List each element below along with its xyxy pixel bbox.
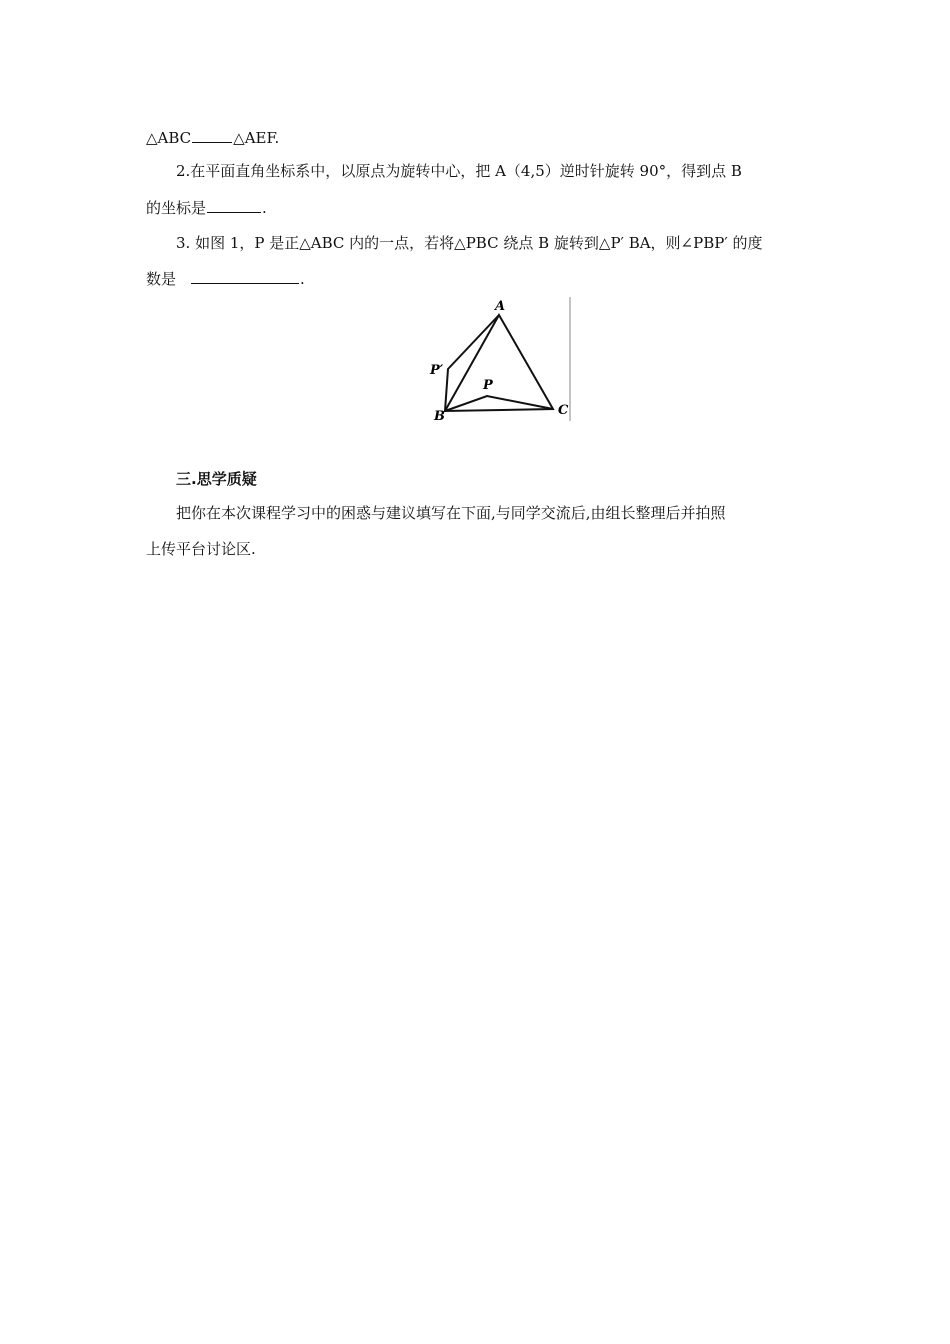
label-a: A: [495, 299, 506, 314]
question-2-line-2: [146, 198, 267, 218]
triangle-aef-text: △AEF.: [233, 129, 280, 147]
question-3-end: .: [300, 270, 305, 288]
fill-blank-2[interactable]: [207, 198, 261, 213]
question-3-line-2: [146, 269, 305, 289]
question-3-text: 数是: [146, 270, 177, 288]
label-p: P: [483, 378, 493, 393]
question-2-line-1: 2.在平面直角坐标系中，以原点为旋转中心，把 A（4,5）逆时针旋转 90°，得到点 B: [176, 162, 742, 180]
question-2-end: .: [262, 199, 267, 217]
label-p-prime: P′: [430, 363, 444, 378]
triangle-abc: [445, 315, 553, 411]
label-c: C: [558, 403, 569, 418]
question-2-text: 的坐标是: [146, 199, 207, 217]
section-3-paragraph-line-1: 把你在本次课程学习中的困惑与建议填写在下面,与同学交流后,由组长整理后并拍照: [176, 504, 726, 522]
fill-blank-3[interactable]: [191, 269, 299, 284]
triangle-abc-text: △ABC: [146, 129, 192, 147]
figure-1-triangle: [425, 295, 575, 425]
section-3-heading: 三.思学质疑: [176, 470, 257, 488]
section-3-paragraph-line-2: 上传平台讨论区.: [146, 540, 256, 558]
question-3-line-1: 3. 如图 1，P 是正△ABC 内的一点，若将△PBC 绕点 B 旋转到△P′ BA，则∠PBP′ 的度: [176, 234, 763, 252]
label-b: B: [434, 409, 445, 424]
answer-line-1: [146, 128, 279, 148]
fill-blank-1[interactable]: [192, 128, 232, 143]
